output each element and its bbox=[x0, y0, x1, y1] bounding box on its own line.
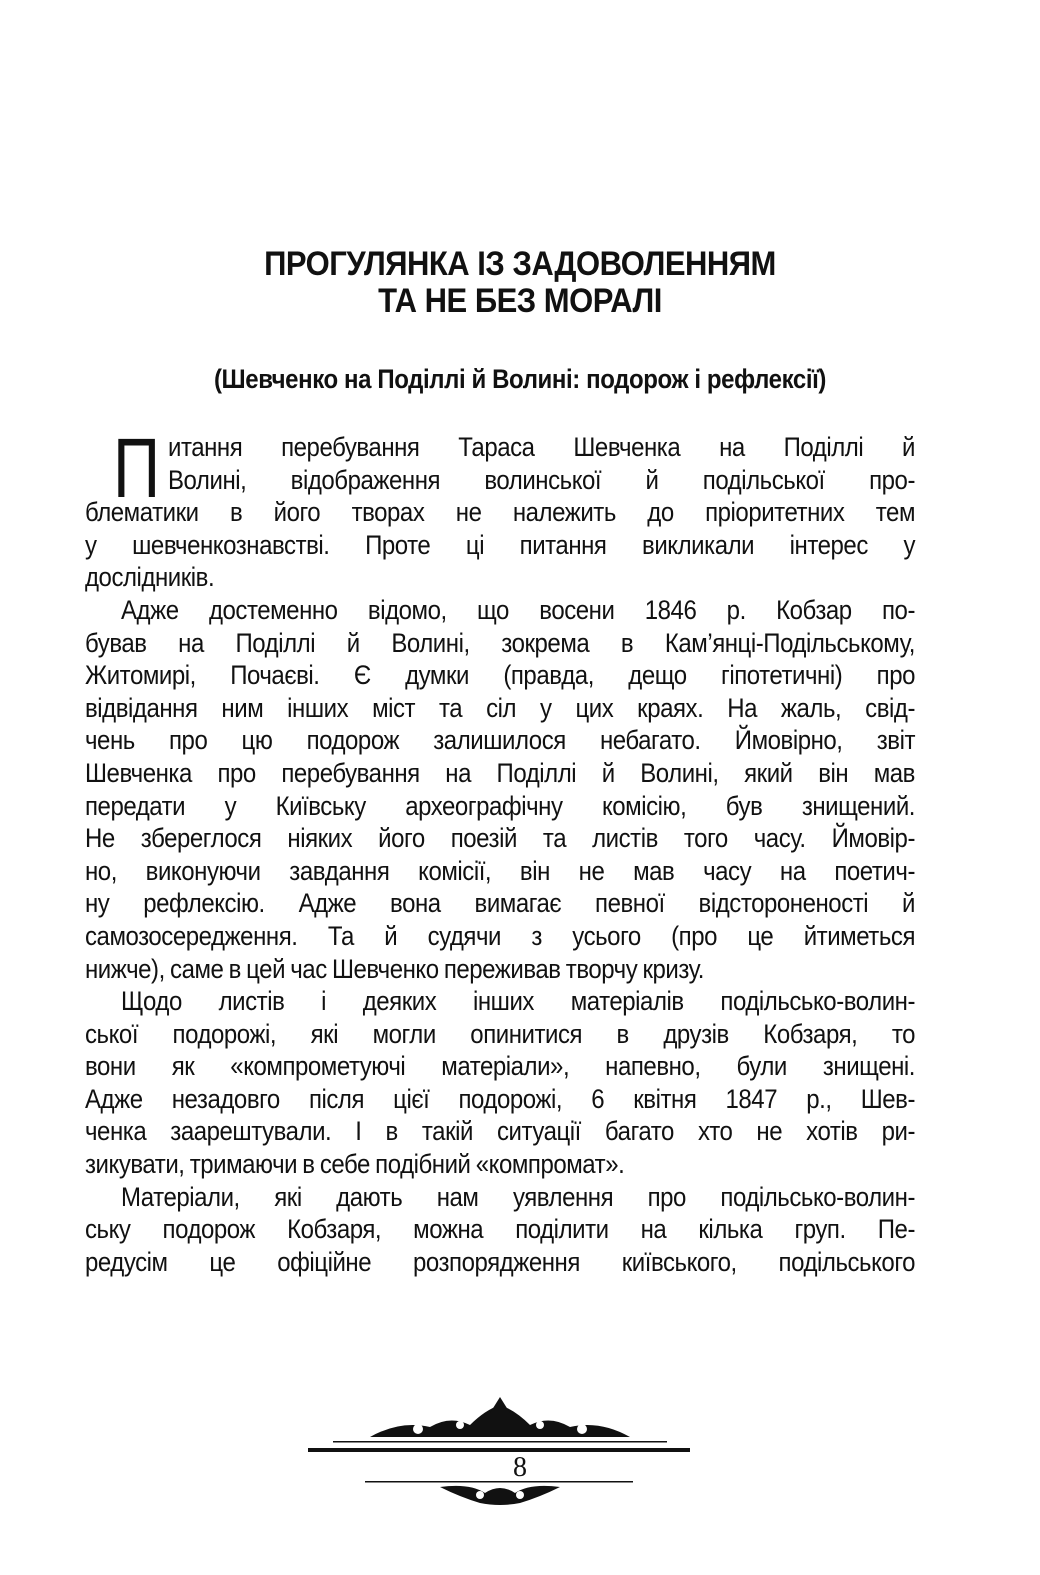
text-line: дослідників. bbox=[85, 562, 215, 593]
text-line: відвідання ним інших міст та сіл у цих краях. На жаль, свід- bbox=[85, 693, 915, 724]
text-line: ської подорожі, які могли опинитися в друзів Кобзаря, то bbox=[85, 1018, 915, 1050]
chapter-title-line-2: ТА НЕ БЕЗ МОРАЛІ bbox=[378, 280, 662, 321]
text-line: зикувати, тримаючи в себе подібний «компромат». bbox=[85, 1149, 625, 1180]
text-line: редусім це офіційне розпорядження київського, подільського bbox=[85, 1247, 915, 1278]
text-line: но, виконуючи завдання комісії, він не мав часу на поетич- bbox=[85, 856, 915, 887]
text-line: бував на Поділлі й Волині, зокрема в Кам’янці-Подільському, bbox=[85, 627, 915, 659]
text-line: блематики в його творах не належить до пріоритетних тем bbox=[85, 497, 915, 528]
page-number: 8 bbox=[513, 1452, 527, 1483]
chapter-subtitle: (Шевченко на Поділлі й Волині: подорож і рефлексії) bbox=[213, 364, 827, 395]
drop-cap: П bbox=[113, 421, 161, 515]
text-line: Житомирі, Почаєві. Є думки (правда, дещо гіпотетичні) про bbox=[85, 660, 915, 691]
text-line: ну рефлексію. Адже вона вимагає певної відстороненості й bbox=[85, 888, 915, 919]
text-line: Адже достеменно відомо, що восени 1846 р. Кобзар по- bbox=[121, 595, 915, 626]
text-line: итання перебування Тараса Шевченка на Поділлі й bbox=[168, 432, 915, 463]
text-line: ську подорож Кобзаря, можна поділити на кілька груп. Пе- bbox=[85, 1214, 915, 1245]
text-line: Матеріали, які дають нам уявлення про подільсько-волин- bbox=[121, 1181, 915, 1213]
text-line: Волині, відображення волинської й подільської про- bbox=[168, 464, 915, 496]
text-line: Адже незадовго після цієї подорожі, 6 квітня 1847 р., Шев- bbox=[85, 1084, 915, 1115]
text-line: Шевченка про перебування на Поділлі й Волині, який він мав bbox=[85, 758, 915, 789]
top-flourish-icon bbox=[370, 1397, 630, 1437]
chapter-title-line-1: ПРОГУЛЯНКА ІЗ ЗАДОВОЛЕННЯМ bbox=[264, 243, 776, 284]
bottom-flourish-icon bbox=[440, 1486, 560, 1505]
thin-rule-top bbox=[333, 1441, 667, 1443]
text-line: вони як «компрометуючі матеріали», напевно, були знищені. bbox=[85, 1051, 915, 1082]
text-line: ченка заарештували. І в такій ситуації багато хто не хотів ри- bbox=[85, 1116, 915, 1147]
body-text bbox=[85, 432, 915, 1279]
text-line: Не збереглося ніяких його поезій та листів того часу. Ймовір- bbox=[85, 823, 915, 854]
text-line: самозосередження. Та й судячи з усього (про це йтиметься bbox=[85, 921, 915, 952]
text-line: Щодо листів і деяких інших матеріалів подільсько-волин- bbox=[121, 986, 915, 1017]
text-line: передати у Київську археографічну комісію, був знищений. bbox=[85, 790, 915, 822]
text-line: чень про цю подорож залишилося небагато. Ймовірно, звіт bbox=[85, 725, 915, 756]
text-line: у шевченкознавстві. Проте ці питання викликали інтерес у bbox=[85, 530, 915, 561]
text-line: нижче), саме в цей час Шевченко переживав творчу кризу. bbox=[85, 953, 705, 985]
